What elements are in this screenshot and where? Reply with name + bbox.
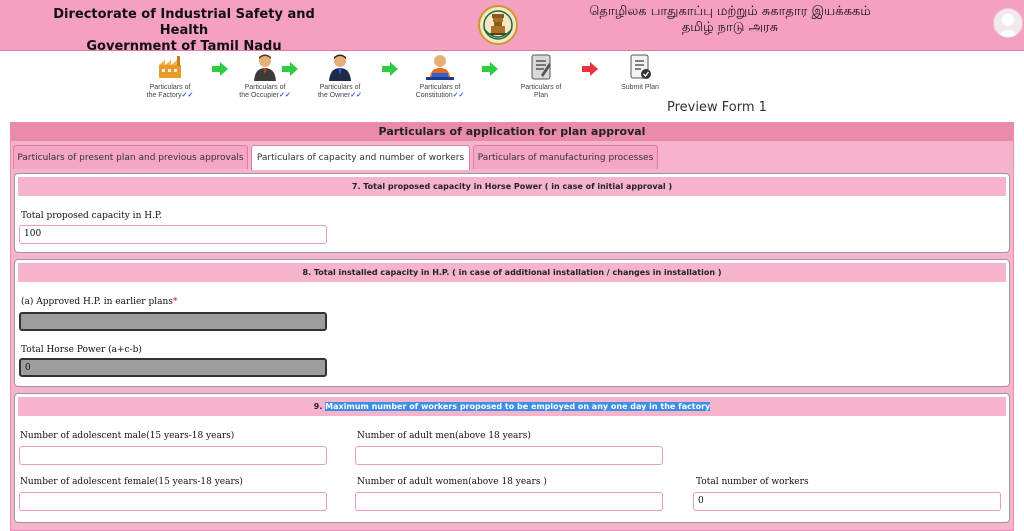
step-factory-label2: the Factory [146,92,182,99]
step-owner-label2: the Owner [317,92,351,99]
step-constitution-label2: Constitution [415,92,453,99]
constitution-icon [426,53,454,81]
tab-present-plan[interactable]: Particulars of present plan and previous approvals [13,145,248,169]
section-8-panel [14,259,1010,387]
site-header [0,0,1024,54]
section-9-heading [18,397,1006,416]
step-owner-check: ✓✓ [350,92,363,99]
step-factory-label1: Particulars of [149,84,191,91]
section-9-heading-text: Maximum number of workers proposed to be employed on any one day in the factory [325,402,711,411]
total-horse-power-input[interactable]: 0 [19,358,327,377]
user-avatar-icon[interactable] [993,8,1023,38]
total-horse-power-label: Total Horse Power (a+c-b) [21,345,142,355]
green-arrow-icon [482,62,498,76]
step-occupier[interactable] [229,53,301,100]
step-factory-check: ✓✓ [181,92,194,99]
approved-hp-input[interactable] [19,312,327,331]
tamil-org-name [580,4,880,36]
total-proposed-hp-label: Total proposed capacity in H.P. [21,211,163,221]
total-proposed-hp-input[interactable]: 100 [19,225,327,244]
step-plan-label2: Plan [533,92,548,99]
adolescent-female-label: Number of adolescent female(15 years-18 years) [20,477,243,487]
step-constitution[interactable] [404,53,476,100]
required-mark: * [172,297,178,307]
plan-approval-form [10,122,1014,531]
step-submit[interactable] [604,53,676,92]
step-occupier-check: ✓✓ [278,92,291,99]
approved-hp-label-text: (a) Approved H.P. in earlier plans [21,297,173,307]
tamil-line1: தொழிலக பாதுகாப்பு மற்றும் சுகாதார இயக்ககம் [589,4,871,19]
green-arrow-icon [282,62,298,76]
org-name-line2: Government of Tamil Nadu [86,39,282,54]
step-owner-label1: Particulars of [319,84,361,91]
total-workers-label: Total number of workers [696,477,809,487]
tab-manufacturing-processes[interactable]: Particulars of manufacturing processes [473,145,658,169]
adolescent-female-input[interactable] [19,492,327,511]
adult-men-input[interactable] [355,446,663,465]
step-owner[interactable] [304,53,376,100]
org-name-line1: Directorate of Industrial Safety and Health [53,7,315,38]
adult-women-label: Number of adult women(above 18 years ) [357,477,547,487]
owner-icon [326,53,354,81]
section-8-heading: 8. Total installed capacity in H.P. ( in case of additional installation / changes in installation ) [18,263,1006,282]
occupier-icon [251,53,279,81]
adolescent-male-label: Number of adolescent male(15 years-18 years) [20,431,235,441]
step-occupier-label1: Particulars of [244,84,286,91]
green-arrow-icon [212,62,228,76]
step-plan-label1: Particulars of [520,84,562,91]
preview-form-title: Preview Form 1 [667,100,767,115]
submit-icon [626,53,654,81]
green-arrow-icon [382,62,398,76]
wizard-steps [140,53,680,103]
tab-capacity-workers[interactable]: Particulars of capacity and number of workers [251,145,470,170]
step-constitution-check: ✓✓ [452,92,465,99]
tamil-line2: தமிழ் நாடு அரசு [681,20,779,35]
step-submit-label1: Submit Plan [621,84,659,91]
total-workers-input[interactable]: 0 [693,492,1001,511]
factory-icon [156,53,184,81]
tamil-nadu-emblem-icon [478,3,518,47]
section-7-panel [14,173,1010,253]
step-occupier-label2: the Occupier [239,92,279,99]
plan-icon [527,53,555,81]
form-title: Particulars of application for plan approval [11,123,1013,141]
section-9-panel [14,393,1010,523]
step-constitution-label1: Particulars of [419,84,461,91]
org-name [52,7,316,55]
red-arrow-icon [582,62,598,76]
adolescent-male-input[interactable] [19,446,327,465]
section-9-number: 9. [313,402,323,411]
approved-hp-label [21,297,177,307]
step-plan[interactable] [505,53,577,100]
section-7-heading: 7. Total proposed capacity in Horse Power ( in case of initial approval ) [18,177,1006,196]
adult-men-label: Number of adult men(above 18 years) [357,431,531,441]
adult-women-input[interactable] [355,492,663,511]
step-factory[interactable] [134,53,206,100]
